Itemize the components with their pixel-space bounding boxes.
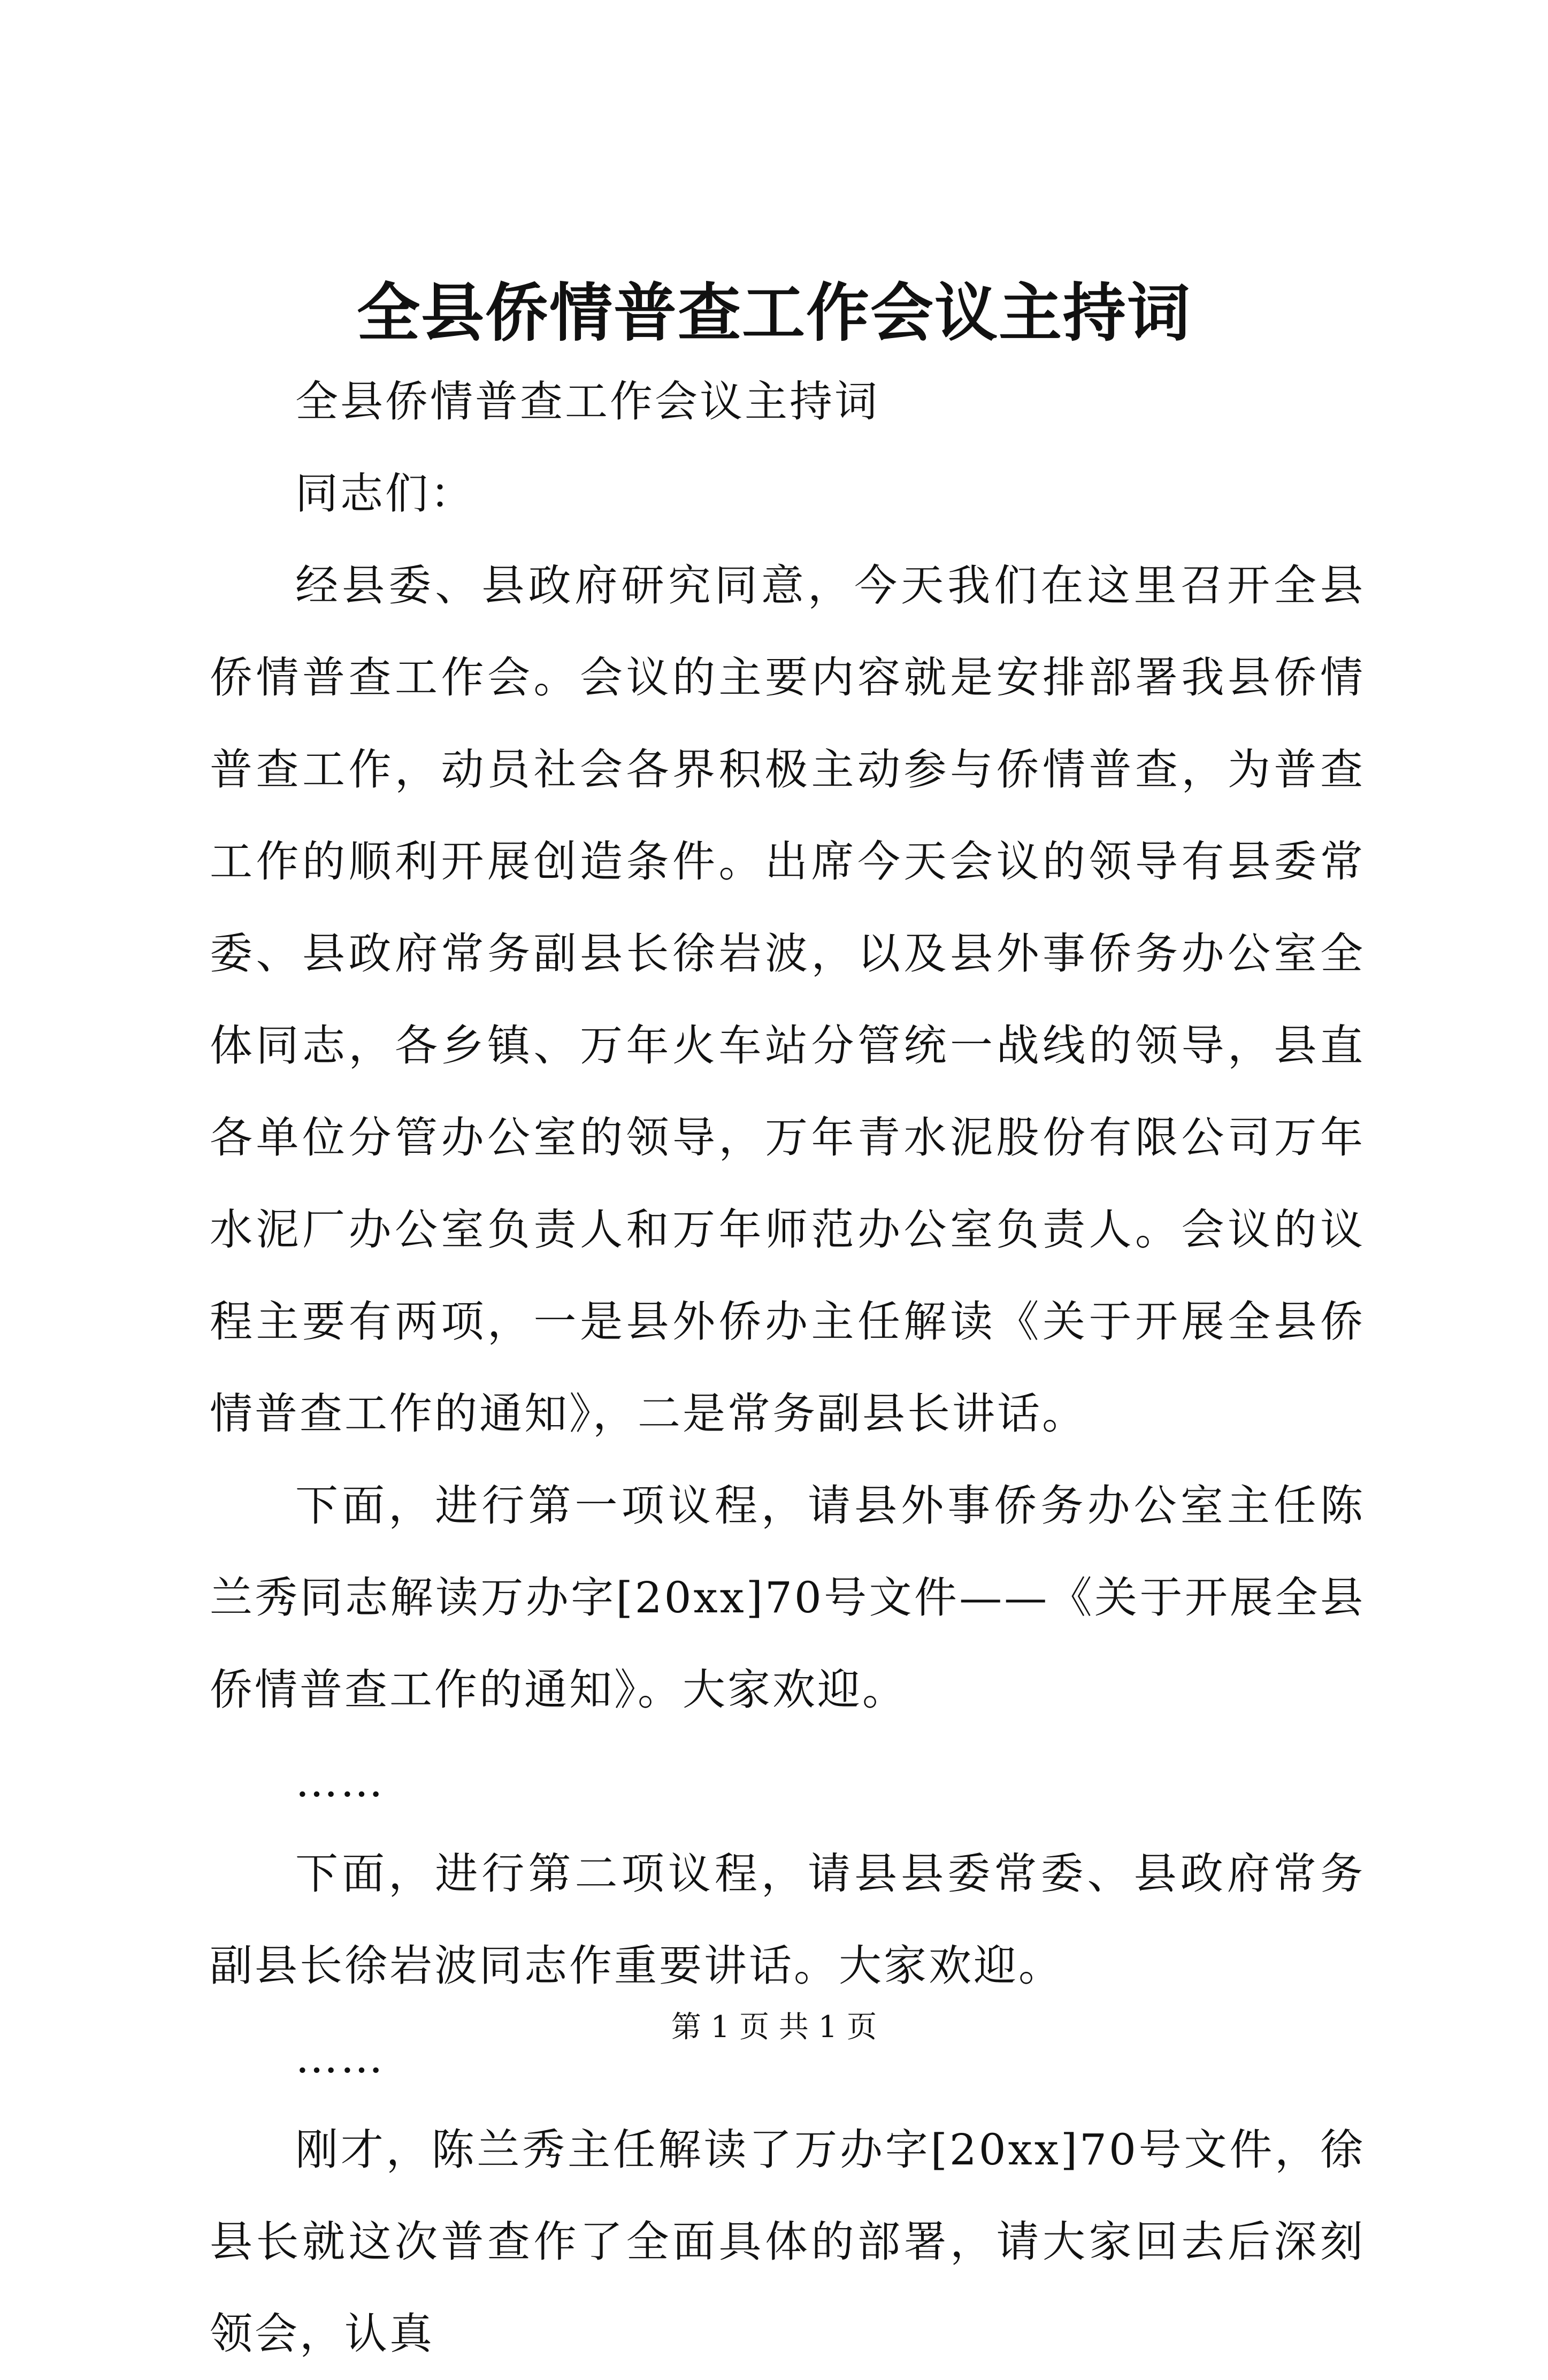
paragraph-ellipsis-2: …… (295, 2033, 385, 2083)
paragraph-agenda-item-1: 下面，进行第一项议程，请县外事侨务办公室主任陈兰秀同志解读万办字[20xx]70号文件——《关于开展全县侨情普查工作的通知》。大家欢迎。 (210, 1481, 1365, 1715)
paragraph-subtitle: 全县侨情普查工作会议主持词 (295, 377, 879, 426)
paragraph-ellipsis-1: …… (295, 1757, 385, 1807)
paragraph-closing: 刚才，陈兰秀主任解读了万办字[20xx]70号文件，徐县长就这次普查作了全面具体的部署，请大家回去后深刻领会，认真 (210, 2125, 1365, 2359)
paragraph-opening: 经县委、县政府研究同意，今天我们在这里召开全县侨情普查工作会。会议的主要内容就是安排部署我县侨情普查工作，动员社会各界积极主动参与侨情普查，为普查工作的顺利开展创造条件。出席今天会议的领导有县委常委、县政府常务副县长徐岩波，以及县外事侨务办公室全体同志，各乡镇、万年火车站分管统一战线的领导，县直各单位分管办公室的领导，万年青水泥股份有限公司万年水泥厂办公室负责人和万年师范办公室负责人。会议的议程主要有两项，一是县外侨办主任解读《关于开展全县侨情普查工作的通知》，二是常务副县长讲话。 (210, 561, 1365, 1438)
paragraph-agenda-item-2: 下面，进行第二项议程，请县县委常委、县政府常务副县长徐岩波同志作重要讲话。大家欢迎。 (210, 1849, 1365, 1991)
document-body (210, 356, 1365, 2380)
page-footer (0, 2006, 1548, 2049)
page-number-label: 第 1 页 共 1 页 (671, 2010, 877, 2045)
paragraph-salutation: 同志们： (295, 469, 475, 518)
document-title: 全县侨情普查工作会议主持词 (356, 276, 1191, 350)
